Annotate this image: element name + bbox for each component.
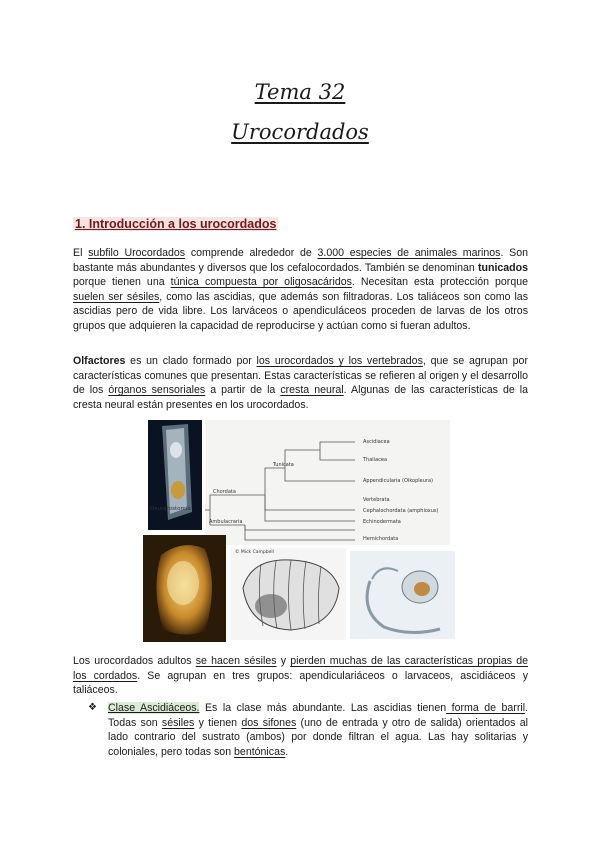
tree-label-cephalochordata: Cephalochordata (amphioxus): [363, 508, 439, 514]
tree-label-echinodermata: Echinodermata: [363, 519, 401, 525]
tree-label-hemichordata: Hemichordata: [363, 536, 399, 542]
diamond-bullet-icon: ❖: [88, 702, 97, 713]
tree-label-appendicularia: Appendicularia (Oikopleura): [363, 478, 433, 484]
tree-label-chordata: Chordata: [213, 489, 236, 495]
tree-label-ambulacraria: Ambulacraria: [209, 519, 243, 525]
tree-label-thaliacea: Thaliacea: [363, 457, 388, 463]
tree-label-deuterostomia: Deuterostomia: [150, 506, 191, 512]
document-subtitle: Urocordados: [231, 120, 369, 144]
paragraph-intro: El subfilo Urocordados comprende alrededor de 3.000 especies de animales marinos. Son bastante más abundantes y diversos que los cefalocordados. También se denominan tunicados porque tienen una túnica compuesta por oligosacáridos. Necesitan esta protección porque suelen ser sésiles, como las ascidias, que además son filtradoras. Los taliáceos son como las ascidias pero de vida libre. Los larváceos o apendiculáceos proceden de larvas de los otros grupos que adquieren la capacidad de reproducirse y actúan como si fueran adultos.: [73, 247, 529, 332]
tree-label-ascidiacea: Ascidiacea: [363, 439, 390, 445]
paragraph-olfactores: Olfactores es un clado formado por los urocordados y los vertebrados, que se agrupan por características comunes que presentan. Estas características se refieren al origen y el desarrollo de los órganos sensoriales a partir de la cresta neural. Algunas de las características de la cresta neural están presentes en los urocordados.: [73, 355, 528, 411]
paragraph-adults: Los urocordados adultos se hacen sésiles y pierden muchas de las características propias de los cordados. Se agrupan en tres grupos: apendiculariáceos o larvaceos, ascidiáceos y taliáceos.: [73, 655, 528, 697]
phylogenetic-tree: [205, 420, 450, 545]
photo-credit: © Mick Campbell: [235, 550, 274, 555]
bullet-ascidiaceos: [88, 701, 528, 759]
appendicularian-photo: [350, 551, 455, 639]
section-heading: 1. Introducción a los urocordados: [75, 217, 277, 231]
bullet-text: Clase Ascidiáceos. Es la clase más abundante. Las ascidias tienen forma de barril. Todas son sésiles y tienen dos sifones (uno de entrada y otro de salida) orientados al lado contrario del sustrato (ambos) por donde filtran el agua. Las hay solitarias y coloniales, pero todas son bentónicas.: [108, 702, 529, 758]
ascidian-photo: [143, 535, 226, 642]
tree-label-tunicata: Tunicata: [273, 462, 294, 468]
thaliacean-photo: [231, 548, 346, 640]
tree-label-vertebrata: Vertebrata: [363, 497, 390, 503]
larvacean-photo: [148, 420, 202, 530]
document-title: Tema 32: [254, 80, 346, 104]
